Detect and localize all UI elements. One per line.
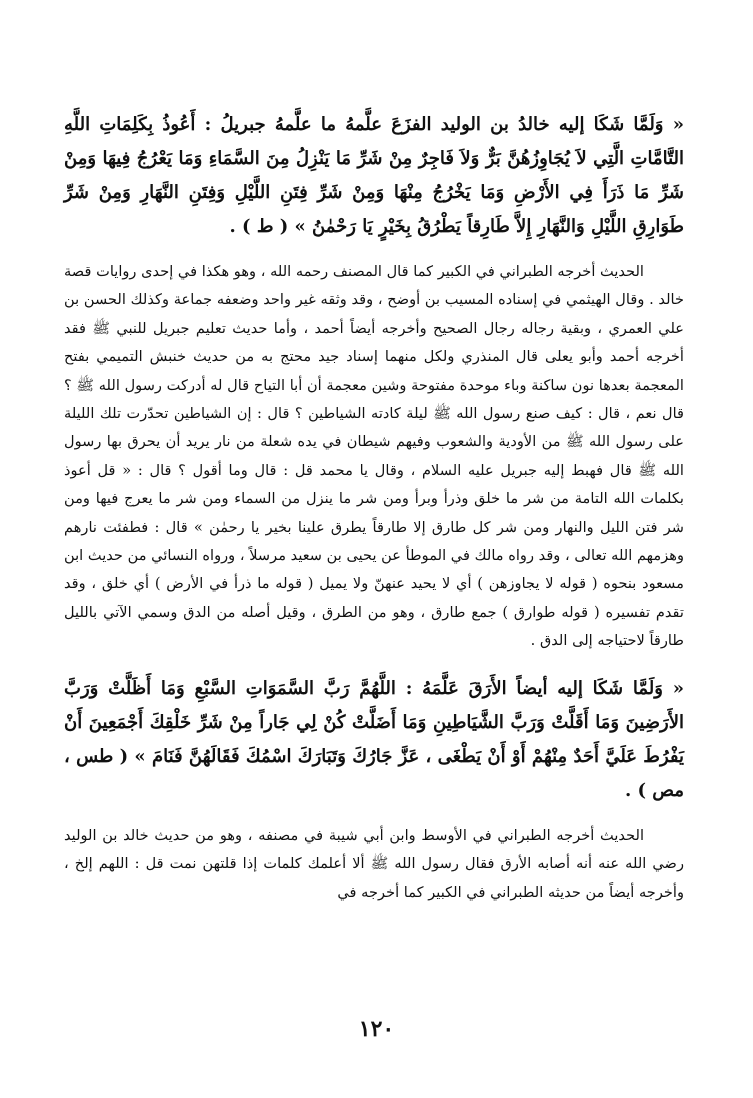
page-body (64, 108, 684, 907)
hadith-insomnia: « وَلَمَّا شَكَا إليه أيضاً الأَرَقَ عَلَّمَهُ : اللَّهُمَّ رَبَّ السَّمَوَاتِ السَّبْعِ وَمَا أَظَلَّتْ وَرَبَّ الأَرَضِينَ وَمَا أَقَلَّتْ وَرَبَّ الشَّيَاطِينِ وَمَا أَضَلَّتْ كُنْ لِي جَاراً مِنْ شَرِّ خَلْقِكَ أَجْمَعِينَ أَنْ يَفْرُطَ عَلَيَّ أَحَدٌ مِنْهُمْ أَوْ أَنْ يَطْغَى ، عَزَّ جَارُكَ وَتَبَارَكَ اسْمُكَ فَقَالَهُنَّ فَنَامَ » ( طس ، مص ) . (64, 677, 684, 801)
page-number: ١٢٠ (358, 1016, 395, 1042)
hadith-khalid-fear: « وَلَمَّا شَكَا إليه خالدُ بن الوليد الفزَعَ علَّمهُ ما علَّمهُ جبريلُ : أَعُوذُ بِكَلِمَاتِ اللَّهِ التَّامَّاتِ الَّتِي لاَ يُجَاوِزُهُنَّ بَرٌّ وَلاَ فَاجِرٌ مِنْ شَرِّ مَا يَنْزِلُ مِنَ السَّمَاءِ وَمَا يَعْرُجُ فِيهَا وَمِنْ شَرِّ مَا ذَرَأَ فِي الأَرْضِ وَمَا يَخْرُجُ مِنْهَا وَمِنْ شَرِّ فِتَنِ اللَّيْلِ وَفِتَنِ النَّهَارِ وَمِنْ شَرِّ طَوَارِقِ اللَّيْلِ وَالنَّهَارِ إِلاَّ طَارِقاً يَطْرُقُ بِخَيْرٍ يَا رَحْمٰنُ » ( ط ) . (64, 114, 684, 237)
commentary-khalid-fear: الحديث أخرجه الطبراني في الكبير كما قال المصنف رحمه الله ، وهو هكذا في إحدى روايات قصة خالد . وقال الهيثمي في إسناده المسيب بن أوضح ، وقد وثقه غير واحد وضعفه جماعة وكذلك الحسن بن علي العمري ، وبقية رجاله رجال الصحيح وأخرجه أيضاً أحمد ، وأما حديث تعليم جبريل للنبي ﷺ فقد أخرجه أحمد وأبو يعلى قال المنذري ولكل منهما إسناد جيد محتج به من حديث خنبش التميمي بفتح المعجمة بعدها نون ساكنة وباء موحدة مفتوحة وشين معجمة أن أبا التياح قال له أدركت رسول الله ﷺ ؟ قال نعم ، قال : كيف صنع رسول الله ﷺ ليلة كادته الشياطين ؟ قال : إن الشياطين تحدّرت تلك الليلة على رسول الله ﷺ من الأودية والشعوب وفيهم شيطان في يده شعلة من نار يريد أن يحرق بها رسول الله ﷺ قال فهبط إليه جبريل عليه السلام ، وقال يا محمد قل : قال وما أقول ؟ قال : « قل أعوذ بكلمات الله التامة من شر ما خلق وذرأ وبرأ ومن شر ما ينزل من السماء ومن شر ما يعرج فيها ومن شر فتن الليل والنهار ومن شر كل طارق إلا طارقاً يطرق علينا بخير يا رحمٰن » قال : فطفئت نارهم وهزمهم الله تعالى ، وقد رواه مالك في الموطأ عن يحيى بن سعيد مرسلاً ، ورواه النسائي من حديث ابن مسعود بنحوه ( قوله لا يجاوزهن ) أي لا يحيد عنهنّ ولا يميل ( قوله ما ذرأ في الأرض ) أي خلق ، وقد تقدم تفسيره ( قوله طوارق ) جمع طارق ، وهو من الطرق ، وقيل أصله من الدق وسمي الآتي بالليل طارقاً لاحتياجه إلى الدق . (63, 263, 684, 650)
commentary-insomnia: الحديث أخرجه الطبراني في الأوسط وابن أبي شيبة في مصنفه ، وهو من حديث خالد بن الوليد رضي الله عنه أنه أصابه الأرق فقال رسول الله ﷺ ألا أعلمك كلمات إذا قلتهن نمت قل : اللهم إلخ ، وأخرجه أيضاً من حديثه الطبراني في الكبير كما أخرجه في (64, 826, 684, 901)
